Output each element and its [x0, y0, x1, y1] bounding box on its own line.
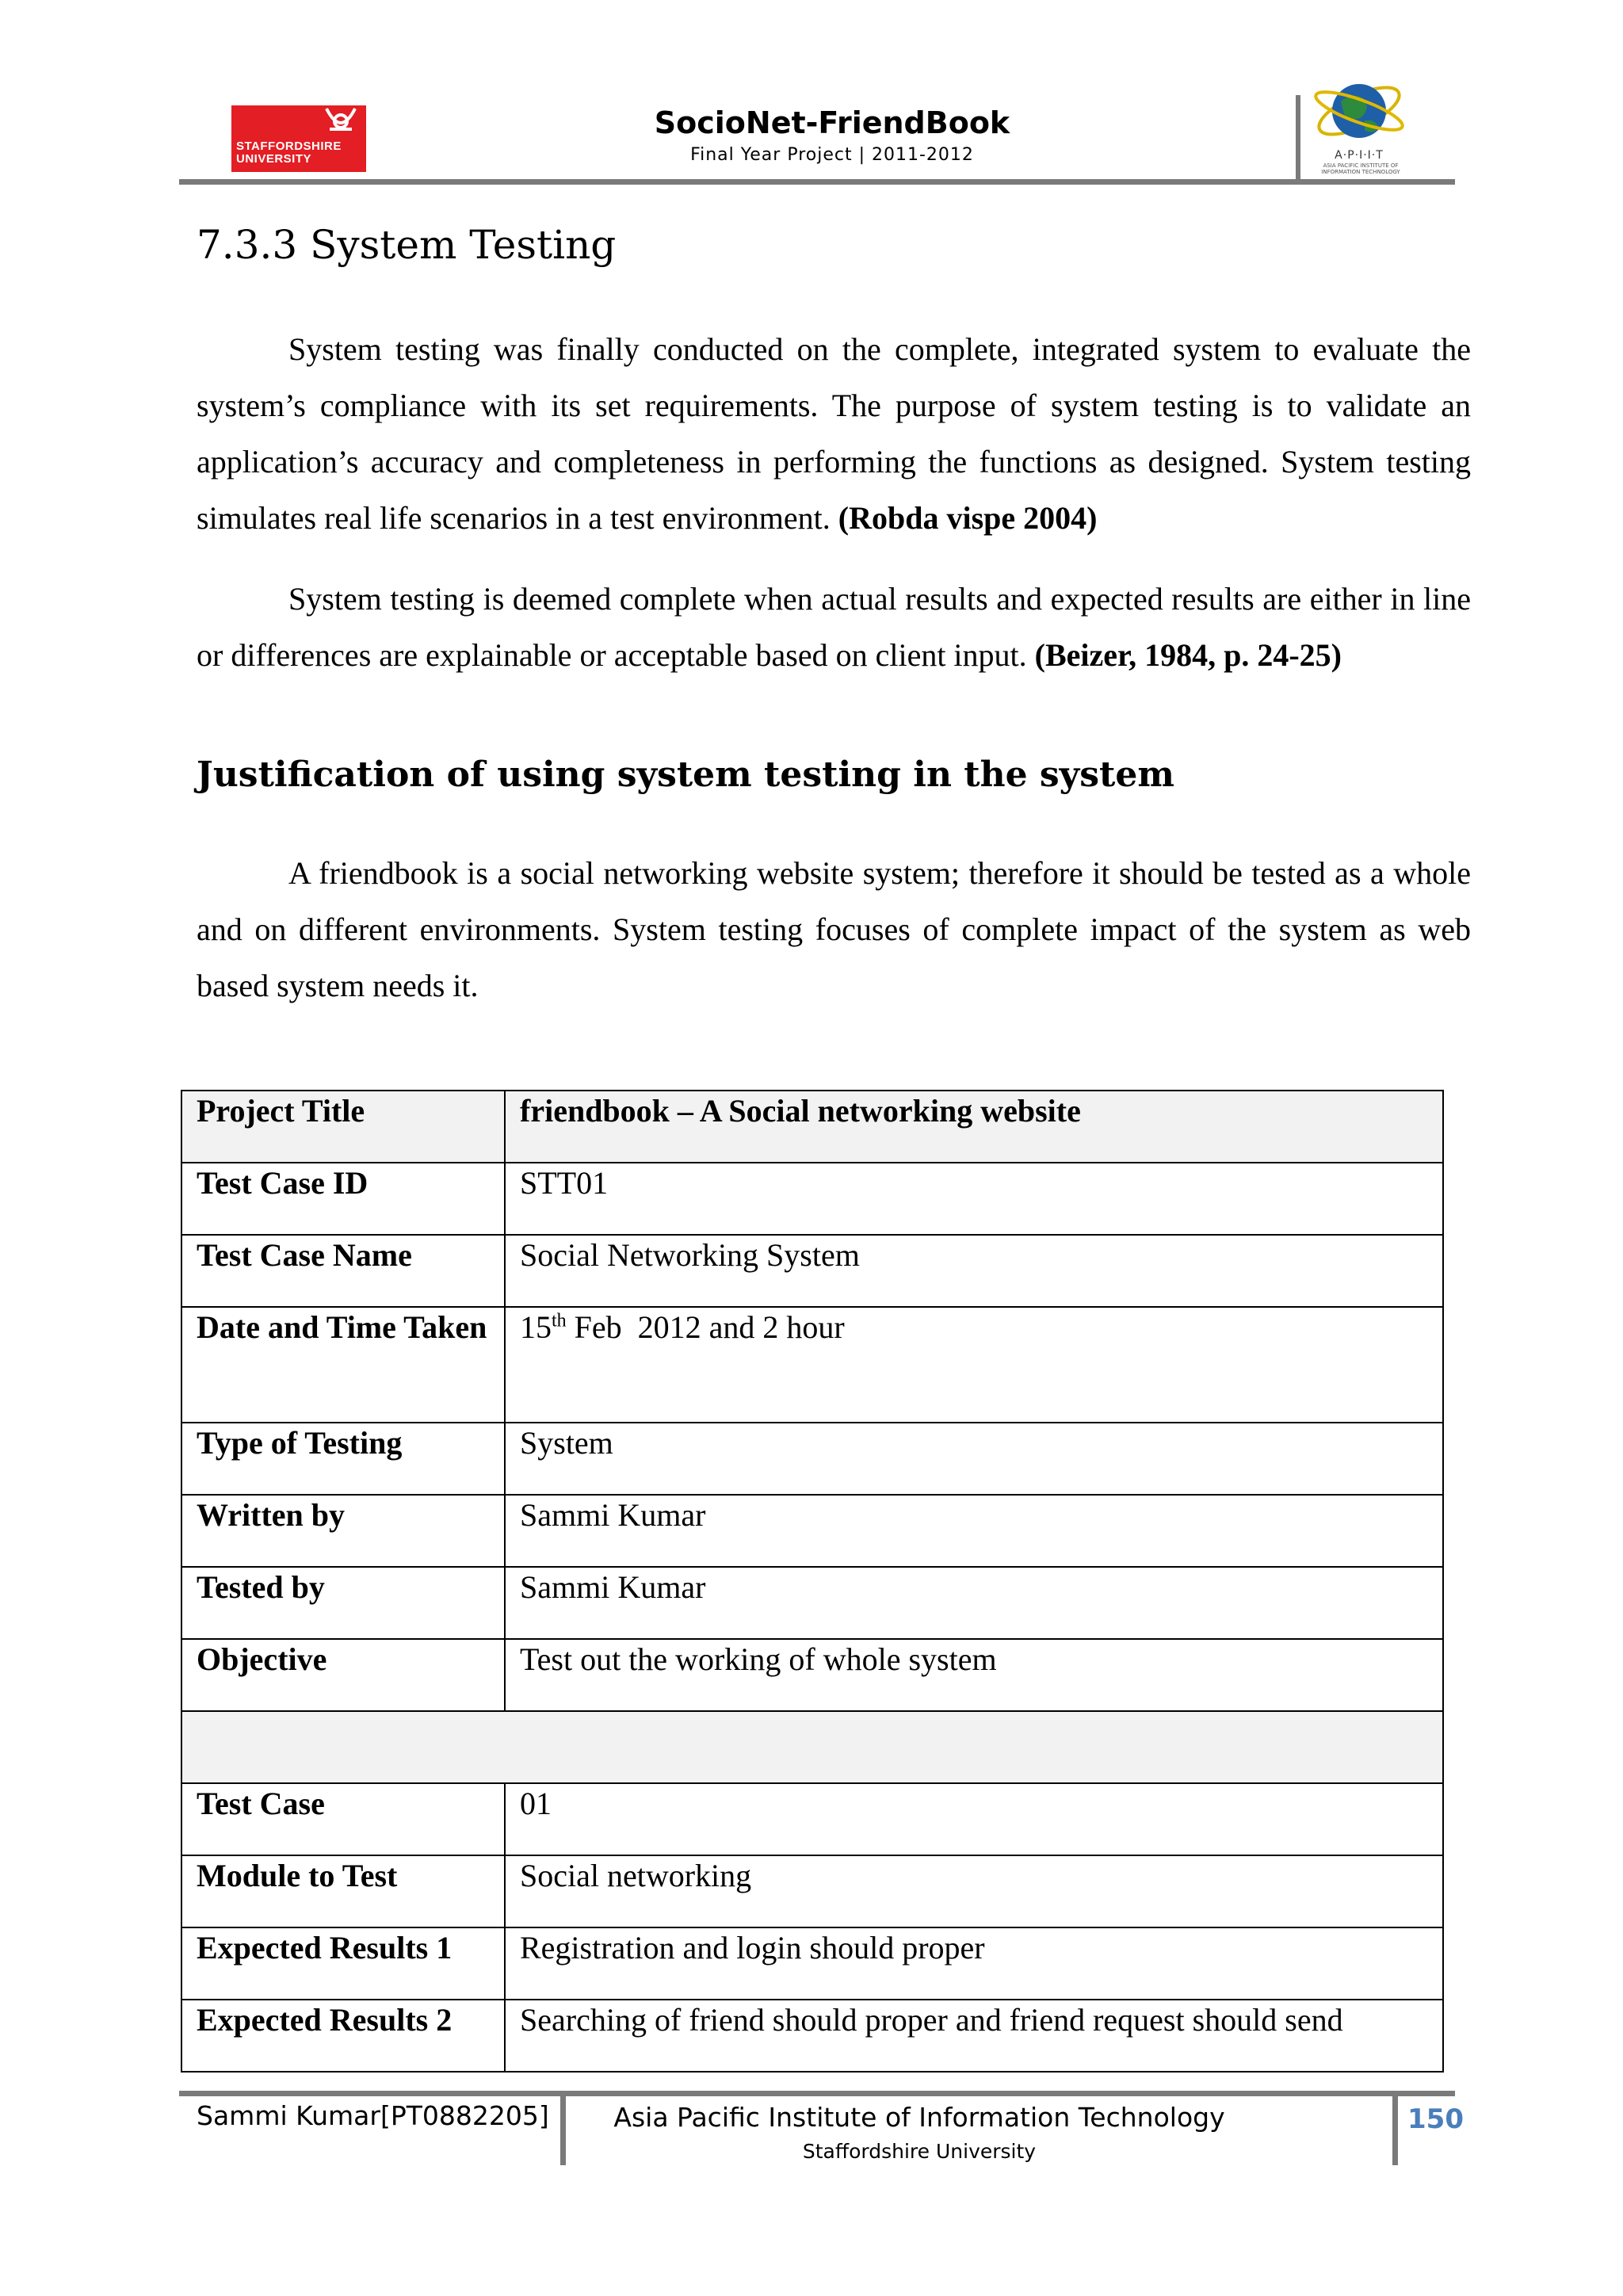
- header-rule: [179, 179, 1455, 185]
- test-case-name-label: Test Case Name: [181, 1235, 505, 1307]
- test-case-name-value: Social Networking System: [505, 1235, 1443, 1307]
- expected-results-1-value: Registration and login should proper: [505, 1927, 1443, 2000]
- written-by-label: Written by: [181, 1495, 505, 1567]
- date-time-label: Date and Time Taken: [181, 1307, 505, 1423]
- footer-divider: [1392, 2092, 1398, 2165]
- paragraph-text: A friendbook is a social networking website system; therefore it should be tested as a whole and on different environments. System testing focuses of complete impact of the system as web based system needs it.: [197, 855, 1471, 1003]
- table-row: [181, 1567, 1443, 1639]
- objective-label: Objective: [181, 1639, 505, 1711]
- expected-results-2-value: Searching of friend should proper and friend request should send: [505, 2000, 1443, 2072]
- footer-rule: [179, 2091, 1455, 2096]
- staffordshire-knot-icon: [322, 105, 360, 140]
- footer-author: Sammi Kumar[PT0882205]: [197, 2100, 549, 2131]
- project-title-label: Project Title: [181, 1091, 505, 1163]
- document-title: SocioNet-FriendBook: [654, 105, 1010, 140]
- module-value: Social networking: [505, 1855, 1443, 1927]
- page-number: 150: [1407, 2103, 1464, 2135]
- apiit-logo-letters: A·P·I·I·T: [1335, 149, 1384, 162]
- table-row-separator: [181, 1711, 1443, 1783]
- staffordshire-logo: [231, 105, 366, 172]
- justification-heading: Justification of using system testing in the system: [197, 755, 1174, 795]
- test-case-table: [181, 1090, 1444, 2073]
- objective-value: Test out the working of whole system: [505, 1639, 1443, 1711]
- paragraph-system-testing-intro: [197, 321, 1471, 546]
- apiit-logo-tagline: ASIA PACIFIC INSTITUTE OF INFORMATION TECHNOLOGY: [1321, 162, 1400, 175]
- separator-cell: [181, 1711, 1443, 1783]
- table-row: [181, 1163, 1443, 1235]
- footer-institute: Asia Pacific Institute of Information Technology: [613, 2102, 1225, 2133]
- expected-results-1-label: Expected Results 1: [181, 1927, 505, 2000]
- table-row: [181, 1783, 1443, 1855]
- module-label: Module to Test: [181, 1855, 505, 1927]
- expected-results-2-label: Expected Results 2: [181, 2000, 505, 2072]
- citation: (Robda vispe 2004): [838, 500, 1098, 536]
- section-heading: 7.3.3 System Testing: [197, 222, 617, 268]
- type-of-testing-label: Type of Testing: [181, 1423, 505, 1495]
- test-case-id-label: Test Case ID: [181, 1163, 505, 1235]
- table-row: [181, 1091, 1443, 1163]
- test-case-id-value: STT01: [505, 1163, 1443, 1235]
- footer-university: Staffordshire University: [802, 2140, 1037, 2163]
- project-title-value: friendbook – A Social networking website: [505, 1091, 1443, 1163]
- tested-by-value: Sammi Kumar: [505, 1567, 1443, 1639]
- table-row: [181, 1235, 1443, 1307]
- staffordshire-logo-text: STAFFORDSHIRE UNIVERSITY: [236, 139, 342, 166]
- type-of-testing-value: System: [505, 1423, 1443, 1495]
- header-divider: [1296, 95, 1300, 182]
- table-row: [181, 1423, 1443, 1495]
- table-row: [181, 2000, 1443, 2072]
- date-day: 15: [520, 1309, 552, 1345]
- paragraph-text: System testing is deemed complete when actual results and expected results are either in line or differences are explainable or acceptable based on client input.: [197, 581, 1471, 673]
- table-row: [181, 1307, 1443, 1423]
- paragraph-completion: [197, 571, 1471, 683]
- document-subtitle: Final Year Project | 2011-2012: [690, 145, 974, 165]
- date-suffix: th: [552, 1310, 567, 1331]
- date-time-value: [505, 1307, 1443, 1423]
- footer-divider: [560, 2092, 566, 2165]
- test-case-value: 01: [505, 1783, 1443, 1855]
- table-row: [181, 1855, 1443, 1927]
- written-by-value: Sammi Kumar: [505, 1495, 1443, 1567]
- tested-by-label: Tested by: [181, 1567, 505, 1639]
- table-row: [181, 1495, 1443, 1567]
- table-row: [181, 1639, 1443, 1711]
- table-row: [181, 1927, 1443, 2000]
- date-rest: Feb 2012 and 2 hour: [566, 1309, 845, 1345]
- test-case-label: Test Case: [181, 1783, 505, 1855]
- paragraph-justification: [197, 845, 1471, 1014]
- citation: (Beizer, 1984, p. 24-25): [1034, 637, 1342, 673]
- paragraph-text: System testing was finally conducted on the complete, integrated system to evaluate the system’s compliance with its set requirements. The purpose of system testing is to validate an application’s accuracy and completeness in performing the functions as designed. System testing simulates real life scenarios in a test environment.: [197, 331, 1471, 536]
